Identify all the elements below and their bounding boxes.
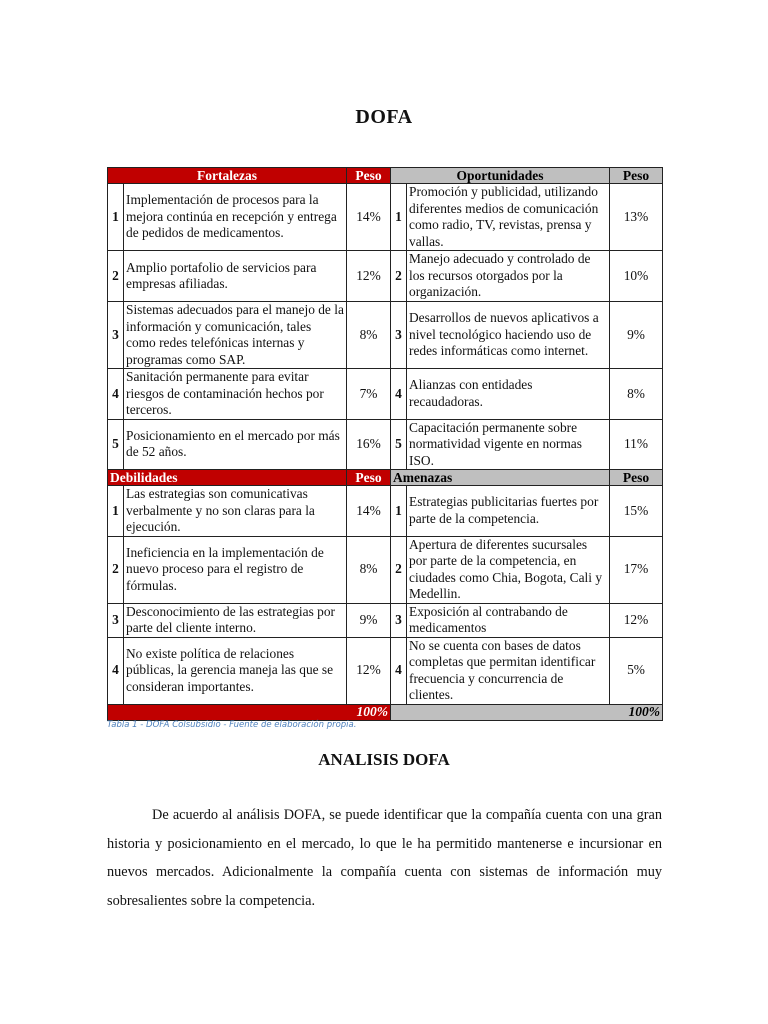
opportunity-text: Capacitación permanente sobre normatividad vigente en normas ISO. [407,419,610,470]
opportunity-text: Alianzas con entidades recaudadoras. [407,369,610,420]
weakness-weight: 8% [347,536,391,603]
threat-weight: 15% [610,486,663,537]
right-total: 100% [391,704,663,720]
strengths-header: Fortalezas [108,168,347,184]
strength-weight: 7% [347,369,391,420]
threat-number: 3 [391,603,407,637]
opportunity-number: 3 [391,302,407,369]
page-title: DOFA [355,106,413,128]
weakness-text: Desconocimiento de las estrategias por parte del cliente interno. [124,603,347,637]
table-row [108,302,663,369]
opportunity-weight: 8% [610,369,663,420]
threat-weight: 17% [610,536,663,603]
body-paragraph [107,801,662,915]
weaknesses-header: Debilidades [108,470,347,486]
opportunity-weight: 11% [610,419,663,470]
strength-weight: 8% [347,302,391,369]
weakness-weight: 12% [347,637,391,704]
weakness-weight: 9% [347,603,391,637]
opportunity-text: Desarrollos de nuevos aplicativos a nivel tecnológico haciendo uso de redes informáticas como internet. [407,302,610,369]
opportunity-weight: 9% [610,302,663,369]
weakness-text: Las estrategias son comunicativas verbalmente y no son claras para la ejecución. [124,486,347,537]
strength-number: 4 [108,369,124,420]
table-row [108,251,663,302]
totals-row [108,704,663,720]
strength-text: Sistemas adecuados para el manejo de la información y comunicación, tales como redes telefónicas internas y programas como SAP. [124,302,347,369]
left-total: 100% [108,704,391,720]
opportunity-text: Promoción y publicidad, utilizando diferentes medios de comunicación como radio, TV, revistas, prensa y vallas. [407,184,610,251]
weakness-number: 4 [108,637,124,704]
strengths-weight-header: Peso [347,168,391,184]
paragraph-text: De acuerdo al análisis DOFA, se puede identificar que la compañía cuenta con una gran historia y posicionamiento en el mercado, lo que le ha permitido mantenerse e incursionar en nuevos mercados. Adicionalmente la compañía cuenta con sistemas de información muy sobresalientes sobre la competencia. [107,807,662,909]
strength-weight: 16% [347,419,391,470]
weaknesses-weight-header: Peso [347,470,391,486]
strength-number: 3 [108,302,124,369]
opportunities-header: Oportunidades [391,168,610,184]
strength-text: Posicionamiento en el mercado por más de 52 años. [124,419,347,470]
table-row [108,369,663,420]
threat-text: Apertura de diferentes sucursales por parte de la competencia, en ciudades como Chia, Bogota, Cali y Medellin. [407,536,610,603]
table-row [108,603,663,637]
threats-header: Amenazas [391,470,610,486]
threat-text: Exposición al contrabando de medicamentos [407,603,610,637]
dofa-table [107,167,663,721]
opportunity-number: 1 [391,184,407,251]
section-heading: ANALISIS DOFA [318,750,450,769]
opportunity-number: 5 [391,419,407,470]
weakness-number: 2 [108,536,124,603]
opportunity-number: 4 [391,369,407,420]
weakness-number: 3 [108,603,124,637]
opportunities-weight-header: Peso [610,168,663,184]
weakness-text: No existe política de relaciones públicas, la gerencia maneja las que se consideran importantes. [124,637,347,704]
threat-text: No se cuenta con bases de datos completas que permitan identificar frecuencia y concurrencia de clientes. [407,637,610,704]
threats-weight-header: Peso [610,470,663,486]
strength-text: Implementación de procesos para la mejora continúa en recepción y entrega de pedidos de medicamentos. [124,184,347,251]
opportunity-text: Manejo adecuado y controlado de los recursos otorgados por la organización. [407,251,610,302]
threat-text: Estrategias publicitarias fuertes por parte de la competencia. [407,486,610,537]
opportunity-weight: 13% [610,184,663,251]
threat-number: 1 [391,486,407,537]
strengths-opportunities-header [108,168,663,184]
weakness-number: 1 [108,486,124,537]
weakness-weight: 14% [347,486,391,537]
opportunity-weight: 10% [610,251,663,302]
strength-text: Amplio portafolio de servicios para empresas afiliadas. [124,251,347,302]
table-row [108,536,663,603]
strength-number: 1 [108,184,124,251]
table-row [108,486,663,537]
table-caption: Tabla 1 - DOFA Colsubsidio - Fuente de elaboración propia. [107,720,357,730]
threat-number: 2 [391,536,407,603]
table-row [108,419,663,470]
threat-number: 4 [391,637,407,704]
weakness-text: Ineficiencia en la implementación de nuevo proceso para el registro de fórmulas. [124,536,347,603]
strength-weight: 14% [347,184,391,251]
strength-text: Sanitación permanente para evitar riesgos de contaminación hechos por terceros. [124,369,347,420]
table-row [108,637,663,704]
opportunity-number: 2 [391,251,407,302]
table-row [108,184,663,251]
threat-weight: 5% [610,637,663,704]
weaknesses-threats-header [108,470,663,486]
strength-number: 5 [108,419,124,470]
strength-number: 2 [108,251,124,302]
strength-weight: 12% [347,251,391,302]
threat-weight: 12% [610,603,663,637]
